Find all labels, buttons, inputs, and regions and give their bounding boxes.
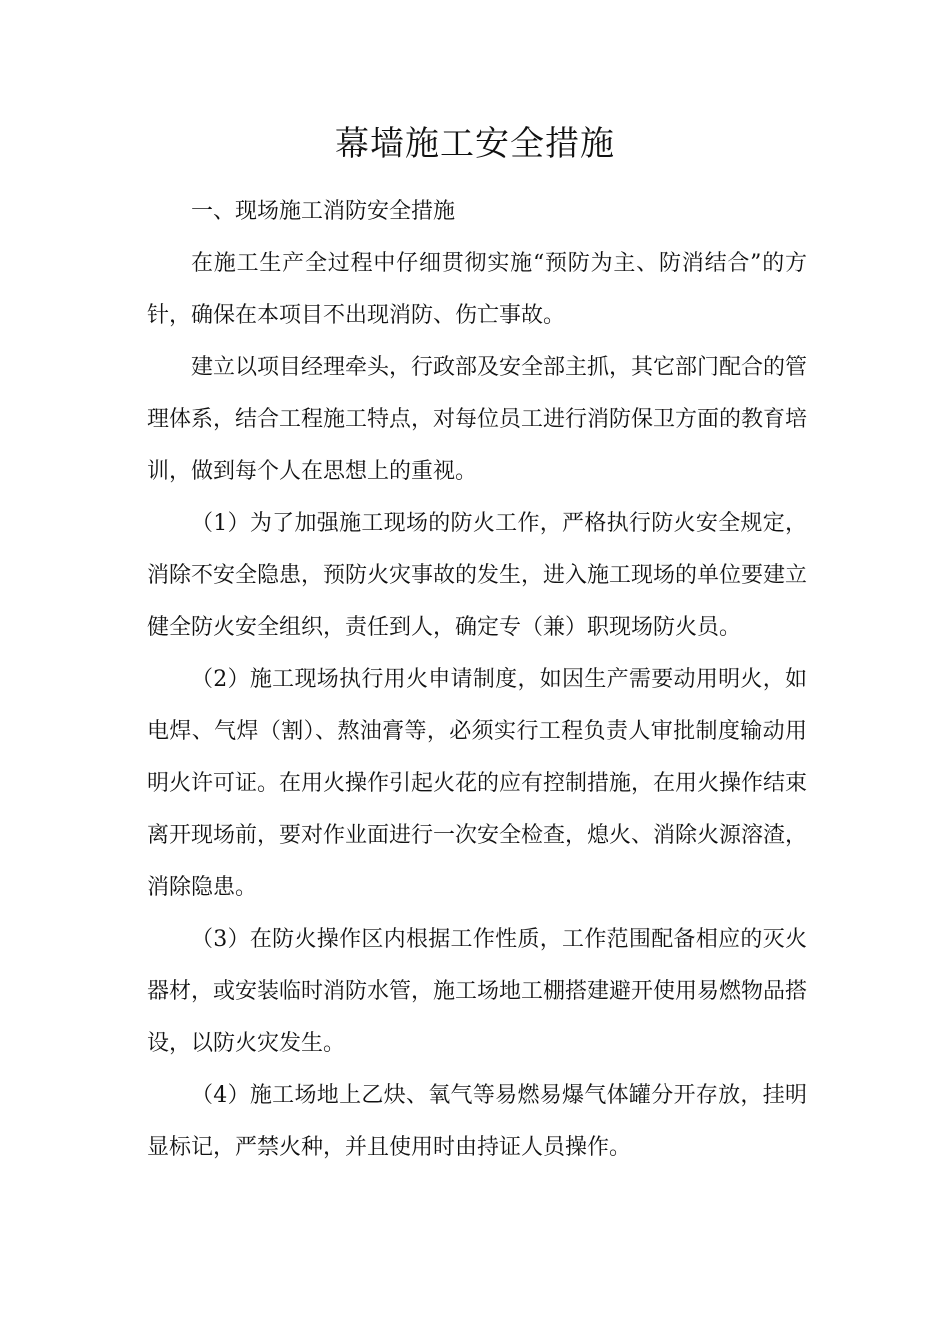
section-heading: 一、现场施工消防安全措施 [191, 199, 456, 224]
paragraph-item-4: （4）施工场地上乙炔、氧气等易燃易爆气体罐分开存放，挂明显标记，严禁火种，并且使用时由持证人员操作。 [147, 1083, 807, 1160]
paragraph-item-3: （3）在防火操作区内根据工作性质，工作范围配备相应的灭火器材，或安装临时消防水管，施工场地工棚搭建避开使用易燃物品搭设，以防火灾发生。 [147, 927, 808, 1056]
paragraph-management-system: 建立以项目经理牵头，行政部及安全部主抓，其它部门配合的管理体系，结合工程施工特点，对每位员工进行消防保卫方面的教育培训，做到每个人在思想上的重视。 [147, 355, 808, 484]
paragraph-item-1: （1）为了加强施工现场的防火工作，严格执行防火安全规定，消除不安全隐患，预防火灾事故的发生，进入施工现场的单位要建立健全防火安全组织，责任到人，确定专（兼）职现场防火员。 [147, 511, 808, 640]
document-title: 幕墙施工安全措施 [335, 124, 615, 164]
document-body [147, 186, 807, 1174]
paragraph-item-2: （2）施工现场执行用火申请制度，如因生产需要动用明火，如电焊、气焊（割）、熬油膏等，必须实行工程负责人审批制度输动用明火许可证。在用火操作引起火花的应有控制措施，在用火操作结束离开现场前，要对作业面进行一次安全检查，熄火、消除火源溶渣，消除隐患。 [147, 667, 808, 900]
paragraph-policy: 在施工生产全过程中仔细贯彻实施“预防为主、防消结合”的方针，确保在本项目不出现消防、伤亡事故。 [147, 251, 807, 328]
